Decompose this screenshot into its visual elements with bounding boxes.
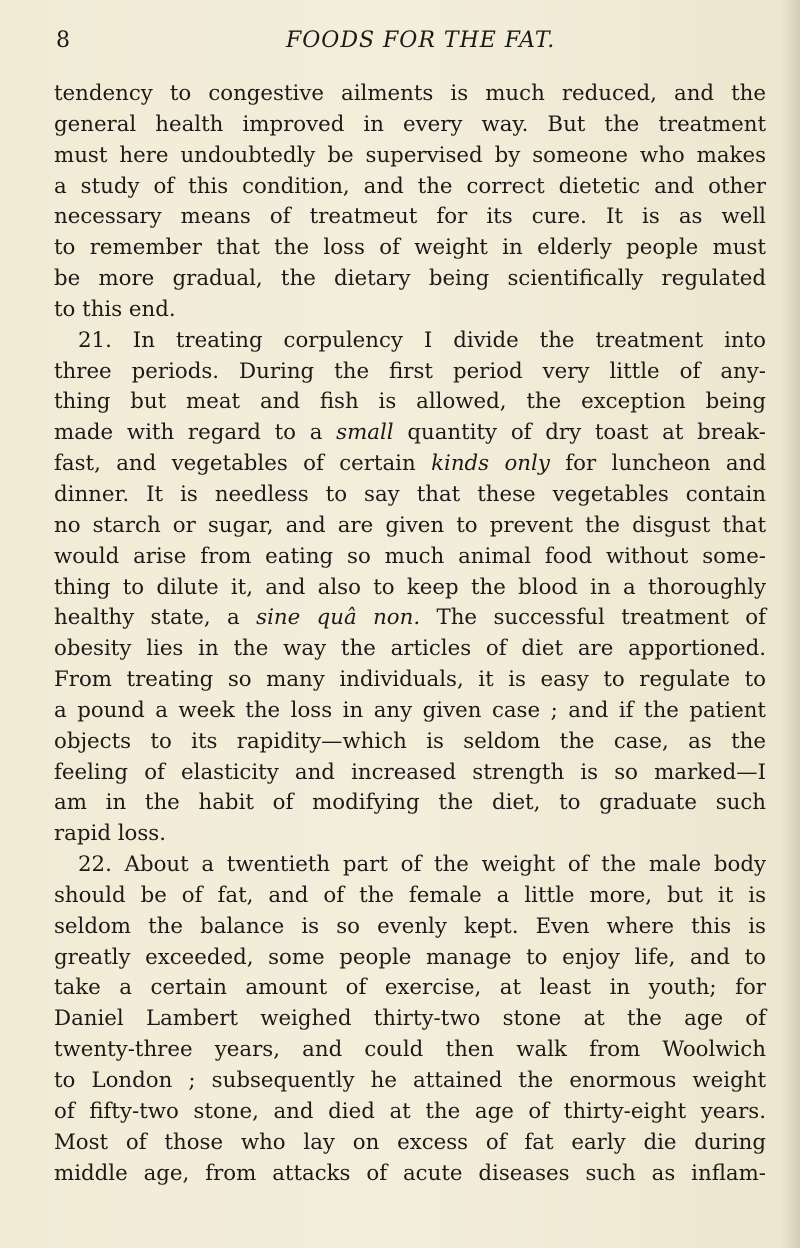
- text-line: tendency to congestive ailments is much reduced, and the: [54, 81, 766, 106]
- emphasis: sine quâ non.: [256, 605, 421, 631]
- text-span: for luncheon and: [549, 451, 766, 477]
- emphasis: small: [336, 420, 394, 446]
- emphasis: kinds only: [431, 451, 550, 477]
- text-line: three periods. During the first period very little of any-: [54, 358, 766, 384]
- text-line: 21. In treating corpulency I divide the treatment into: [78, 327, 766, 353]
- text-line: no starch or sugar, and are given to prevent the disgust that: [54, 512, 766, 538]
- text-line: From treating so many individuals, it is easy to regulate to: [54, 667, 766, 693]
- text-span: The successful treatment of: [420, 605, 766, 631]
- page-header: [56, 28, 756, 60]
- text-line: Daniel Lambert weighed thirty-two stone at the age of: [54, 1006, 766, 1032]
- text-line: general health improved in every way. But the treatment: [54, 111, 766, 137]
- text-line: to remember that the loss of weight in elderly people must: [54, 235, 766, 261]
- text-span: quantity of dry toast at break-: [393, 420, 766, 446]
- text-line: to London ; subsequently he attained the enormous weight: [54, 1068, 766, 1093]
- text-line: greatly exceeded, some people manage to enjoy life, and to: [54, 944, 766, 970]
- text-line: twenty-three years, and could then walk from Woolwich: [54, 1037, 766, 1063]
- text-line: dinner. It is needless to say that these vegetables contain: [54, 481, 766, 507]
- text-line: of fifty-two stone, and died at the age of thirty-eight years.: [54, 1098, 766, 1124]
- text-line: a study of this condition, and the correct dietetic and other: [54, 173, 766, 199]
- page-edge-shadow: [782, 0, 800, 1248]
- text-line: middle age, from attacks of acute diseases such as inflam-: [54, 1160, 766, 1186]
- running-title: FOODS FOR THE FAT.: [286, 28, 556, 53]
- text-line: a pound a week the loss in any given case ; and if the patient: [54, 697, 766, 723]
- text-line: feeling of elasticity and increased strength is so marked—I: [54, 759, 766, 785]
- text-line: [54, 603, 766, 634]
- text-span: fast, and vegetables of certain: [54, 451, 432, 477]
- text-line: objects to its rapidity—which is seldom the case, as the: [54, 728, 766, 754]
- text-line: must here undoubtedly be supervised by someone who makes: [54, 142, 766, 168]
- text-span: healthy state, a: [54, 605, 257, 631]
- text-line: thing to dilute it, and also to keep the blood in a thoroughly: [54, 574, 766, 600]
- text-line: be more gradual, the dietary being scientifically regulated: [54, 266, 766, 292]
- text-line: [54, 418, 766, 449]
- text-span: made with regard to a: [54, 420, 337, 446]
- text-line: 22. About a twentieth part of the weight of the male body: [78, 852, 766, 878]
- text-line: should be of fat, and of the female a little more, but it is: [54, 882, 766, 908]
- text-line: obesity lies in the way the articles of diet are apportioned.: [54, 636, 766, 662]
- text-line: thing but meat and fish is allowed, the exception being: [54, 389, 766, 415]
- body-text: [54, 79, 766, 1189]
- text-line: [54, 449, 766, 480]
- text-line: necessary means of treatmeut for its cure. It is as well: [54, 204, 766, 230]
- text-line: am in the habit of modifying the diet, to graduate such: [54, 790, 766, 816]
- text-line: rapid loss.: [54, 821, 166, 847]
- text-line: Most of those who lay on excess of fat early die during: [54, 1129, 766, 1155]
- page-number: 8: [56, 28, 70, 53]
- text-line: would arise from eating so much animal food without some-: [54, 543, 766, 569]
- text-line: seldom the balance is so evenly kept. Even where this is: [54, 913, 766, 939]
- text-line: take a certain amount of exercise, at least in youth; for: [54, 975, 766, 1001]
- text-line: to this end.: [54, 296, 176, 322]
